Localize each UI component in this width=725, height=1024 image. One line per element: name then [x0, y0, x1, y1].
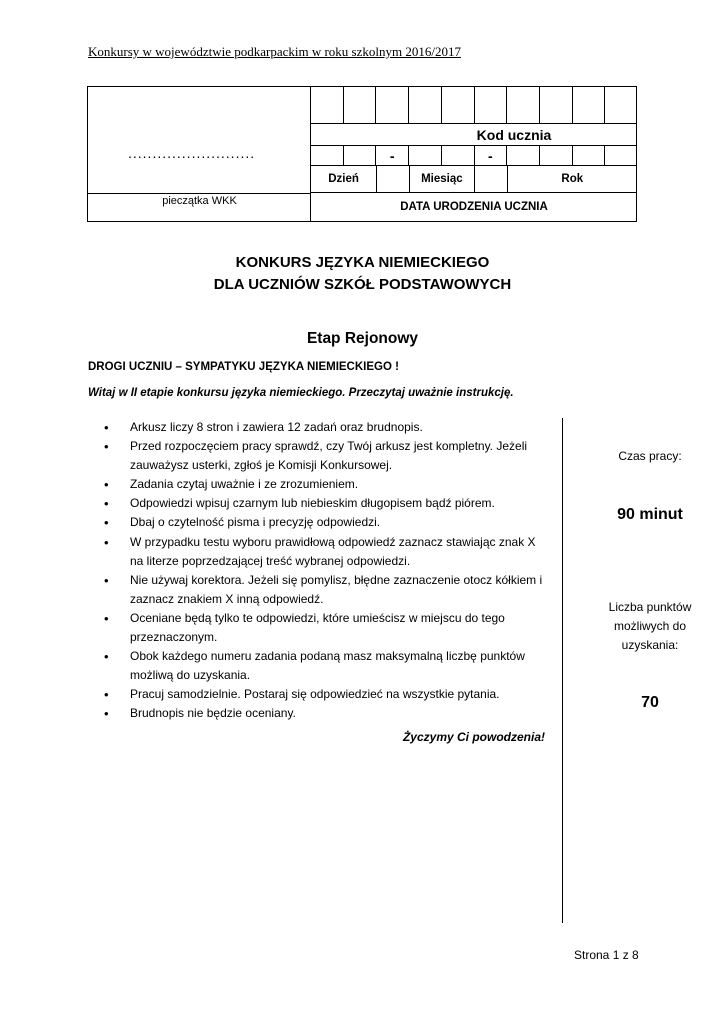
year-cell-2[interactable] — [539, 146, 572, 165]
instruction-item: • Arkusz liczy 8 stron i zawiera 12 zadań oraz brudnopis. — [104, 418, 549, 437]
code-cell[interactable] — [572, 87, 605, 123]
date-separator: - — [375, 146, 408, 165]
code-cell[interactable] — [408, 87, 441, 123]
code-cell[interactable] — [474, 87, 507, 123]
date-labels-row — [311, 166, 637, 193]
code-cells-row — [311, 87, 637, 124]
birthdate-cells-row — [311, 146, 637, 166]
contest-subtitle: DLA UCZNIÓW SZKÓŁ PODSTAWOWYCH — [213, 276, 512, 293]
code-title-row — [311, 124, 637, 146]
day-label: Dzień — [328, 173, 359, 185]
instruction-item: • Przed rozpoczęciem pracy sprawdź, czy Twój arkusz jest kompletny. Jeżeli zauważysz usterki, zgłoś je Komisji Konkursowej. — [104, 437, 549, 475]
year-label: Rok — [507, 166, 637, 192]
day-cell-2[interactable] — [343, 146, 376, 165]
intro-text: Witaj w II etapie konkursu języka niemieckiego. Przeczytaj uważnie instrukcję. — [88, 387, 514, 399]
code-cell[interactable] — [539, 87, 572, 123]
day-cell-1[interactable] — [311, 146, 343, 165]
points-label: Liczba punktów możliwych do uzyskania: — [608, 600, 692, 652]
label-spacer — [376, 166, 409, 192]
label-spacer — [474, 166, 507, 192]
month-cell-2[interactable] — [441, 146, 474, 165]
stamp-label: pieczątka WKK — [162, 195, 237, 207]
month-cell-1[interactable] — [408, 146, 441, 165]
time-label: Czas pracy: — [618, 449, 682, 463]
instruction-item: • Oceniane będą tylko te odpowiedzi, które umieścisz w miejscu do tego przeznaczonym. — [104, 609, 549, 647]
year-cell-3[interactable] — [572, 146, 605, 165]
year-cell-1[interactable] — [506, 146, 539, 165]
instruction-item: • Zadania czytaj uważnie i ze zrozumieniem. — [104, 475, 549, 494]
instruction-item: • W przypadku testu wyboru prawidłową odpowiedź zaznacz stawiając znak X na literze poprzedzającej treść wybranej odpowiedzi. — [104, 533, 549, 571]
instruction-item: • Odpowiedzi wpisuj czarnym lub niebieskim długopisem bądź piórem. — [104, 494, 549, 513]
instruction-item: • Pracuj samodzielnie. Postaraj się odpowiedzieć na wszystkie pytania. — [104, 685, 549, 704]
code-cell[interactable] — [311, 87, 343, 123]
page-header: Konkursy w województwie podkarpackim w roku szkolnym 2016/2017 — [88, 44, 461, 59]
good-luck-text: Życzymy Ci powodzenia! — [402, 730, 545, 744]
birthdate-title: DATA URODZENIA UCZNIA — [400, 201, 548, 213]
stamp-area — [88, 87, 311, 222]
code-cell[interactable] — [343, 87, 376, 123]
stamp-divider — [88, 193, 310, 194]
instruction-item: • Dbaj o czytelność pisma i precyzję odpowiedzi. — [104, 513, 549, 532]
instruction-item: • Nie używaj korektora. Jeżeli się pomylisz, błędne zaznaczenie otocz kółkiem i zaznacz znakiem X inną odpowiedź. — [104, 571, 549, 609]
instruction-item: • Obok każdego numeru zadania podaną masz maksymalną liczbę punktów możliwą do uzyskania. — [104, 647, 549, 685]
code-cell[interactable] — [441, 87, 474, 123]
signature-dots: .......................... — [128, 145, 256, 161]
side-divider — [562, 418, 563, 923]
code-title: Kod ucznia — [476, 127, 552, 143]
points-value: 70 — [641, 694, 659, 711]
page-number: Strona 1 z 8 — [574, 948, 639, 962]
month-label: Miesiąc — [409, 166, 474, 192]
code-cell[interactable] — [604, 87, 637, 123]
instruction-list — [104, 418, 549, 724]
code-cell[interactable] — [375, 87, 408, 123]
stage-title: Etap Rejonowy — [306, 330, 419, 347]
instruction-item: • Brudnopis nie będzie oceniany. — [104, 704, 549, 723]
date-separator: - — [474, 146, 507, 165]
code-cell[interactable] — [506, 87, 539, 123]
year-cell-4[interactable] — [604, 146, 637, 165]
contest-title: KONKURS JĘZYKA NIEMIECKIEGO — [235, 254, 490, 271]
greeting: DROGI UCZNIU – SYMPATYKU JĘZYKA NIEMIECKIEGO ! — [88, 361, 399, 373]
time-value: 90 minut — [617, 506, 683, 523]
birthdate-title-row — [311, 193, 637, 222]
student-form-box — [87, 86, 637, 222]
